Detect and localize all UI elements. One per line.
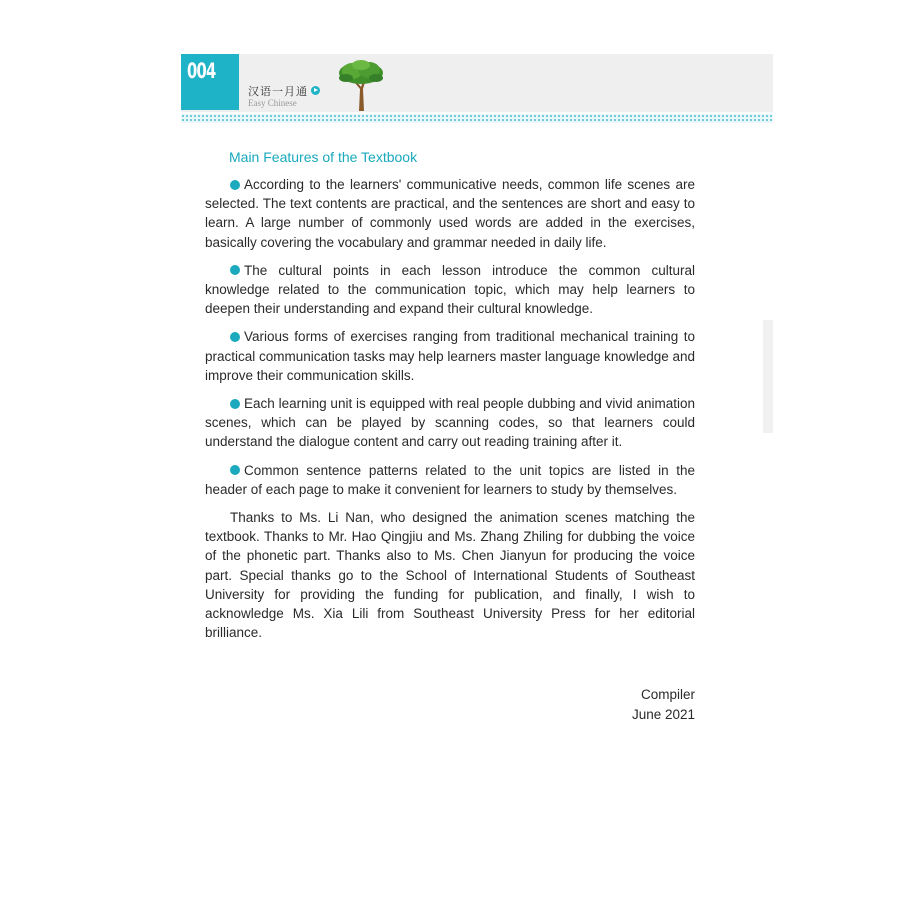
bullet-dot-icon [230,465,240,475]
section-heading: Main Features of the Textbook [229,149,418,165]
bullet-paragraph [205,394,695,452]
bullet-paragraph [205,327,695,385]
tree-icon [336,59,386,113]
page-number: 004 [187,59,216,83]
bullet-paragraph [205,175,695,252]
bullet-paragraph [205,261,695,319]
series-title-en: Easy Chinese [248,98,297,108]
bullet-dot-icon [230,180,240,190]
main-content [205,148,695,651]
bullet-dot-icon [230,265,240,275]
signoff [632,685,695,725]
signoff-date: June 2021 [631,707,695,722]
bullet-dot-icon [230,332,240,342]
bullet-text: Common sentence patterns related to the unit topics are listed in the header of each page to make it convenient for learners to study by themselves. [205,462,695,497]
page-number-box [181,54,239,110]
dotted-divider [181,114,773,123]
bullet-text: Various forms of exercises ranging from traditional mechanical training to practical communication tasks may help learners master language knowledge and improve their communication skills. [205,329,696,383]
bullet-text: The cultural points in each lesson introduce the common cultural knowledge related to the communication topic, which may help learners to deepen their understanding and expand their cultural knowledge. [205,262,695,317]
series-title-cn: 汉语一月通 [248,85,308,98]
bullet-paragraph [205,461,695,499]
play-icon [311,86,320,95]
signoff-author: Compiler [640,687,695,702]
acknowledgement-paragraph: Thanks to Ms. Li Nan, who designed the animation scenes matching the textbook. Thanks to Mr. Hao Qingjiu and Ms. Zhang Zhiling for dubbing the voice of the phonetic part. Thanks also to Ms. Chen Jianyun for producing the voice part. Special thanks go to the School of International Students of Southeast University for providing the funding for publication, and finally, I wish to acknowledge Ms. Xia Lili from Southeast University Press for her editorial brilliance. [205,510,695,641]
bullet-text: Each learning unit is equipped with real people dubbing and vivid animation scenes, which can be played by scanning codes, so that learners could understand the dialogue content and carry out reading training after it. [205,396,695,450]
bullet-text: According to the learners' communicative needs, common life scenes are selected. The text contents are practical, and the sentences are short and easy to learn. A large number of commonly used words are added in the exercises, basically covering the vocabulary and grammar needed in daily life. [205,177,695,250]
bullet-dot-icon [230,399,240,409]
side-tab [763,320,773,433]
